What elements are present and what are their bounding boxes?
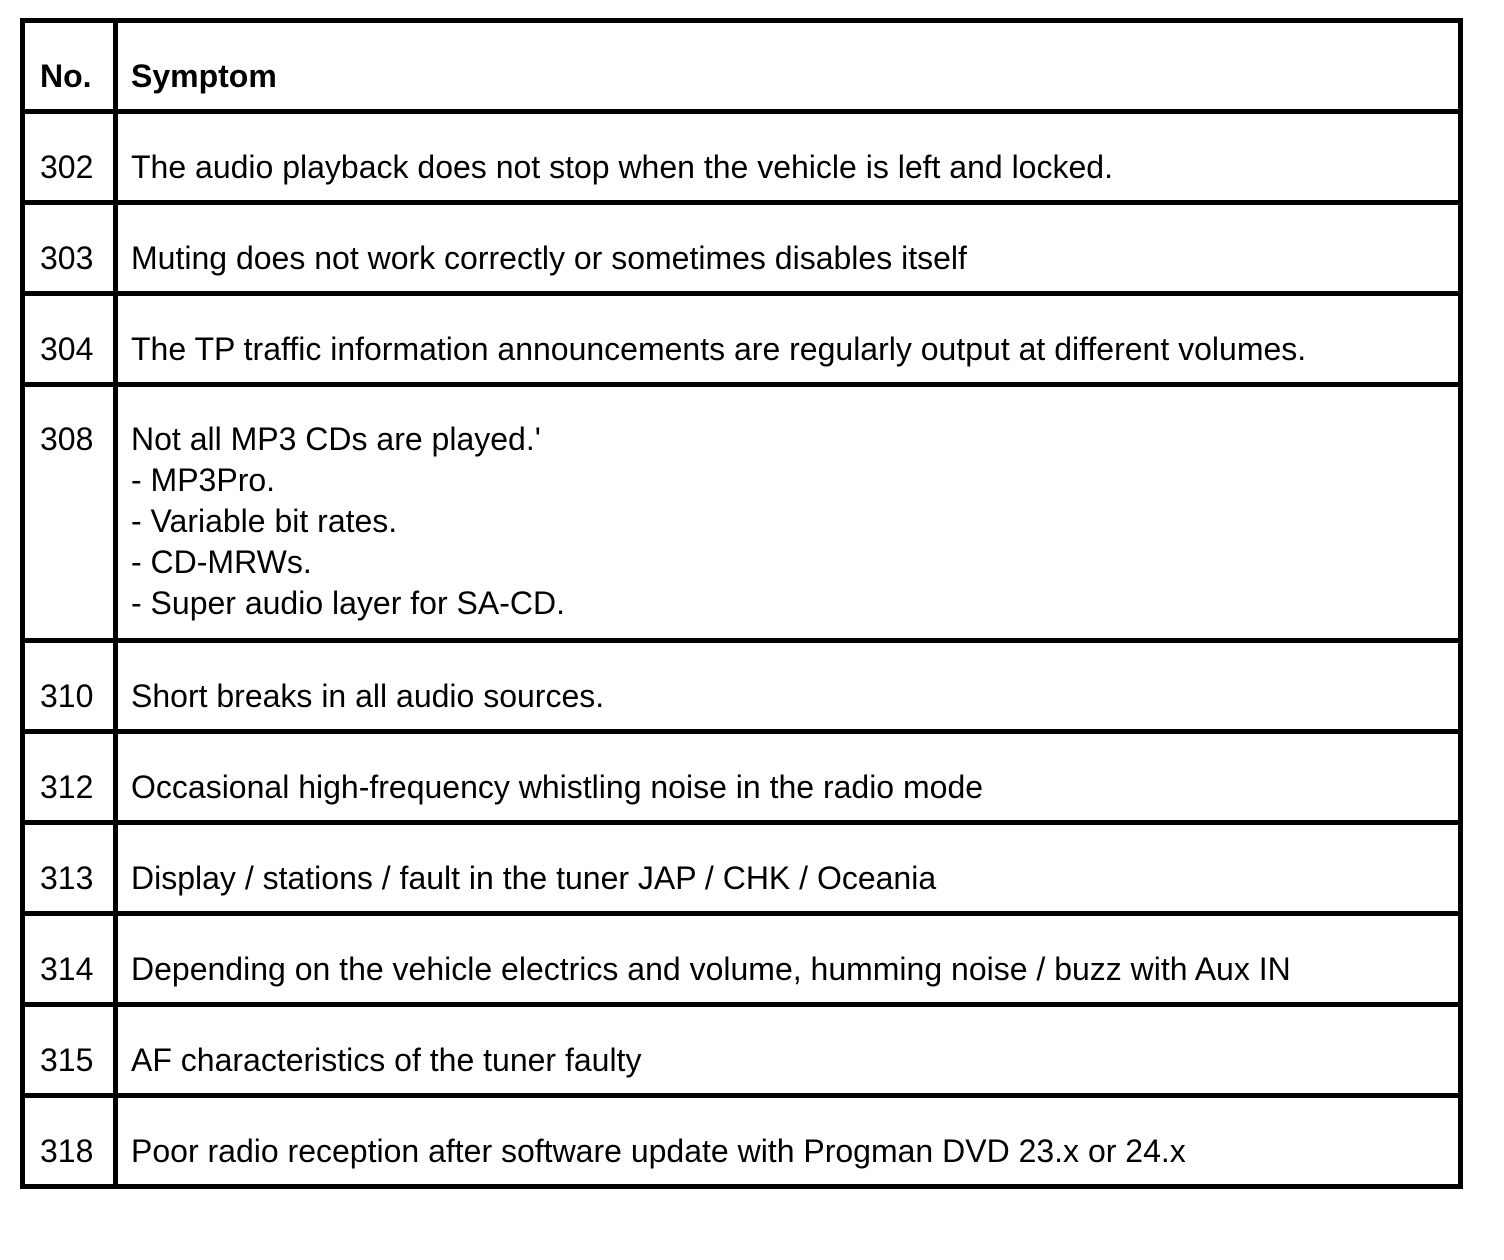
table-header-row bbox=[23, 21, 1461, 112]
symptom-table bbox=[20, 18, 1463, 1189]
row-symptom: Short breaks in all audio sources. bbox=[116, 641, 1461, 732]
row-symptom-sub-item: - Super audio layer for SA-CD. bbox=[131, 585, 565, 621]
table-row bbox=[23, 1005, 1461, 1096]
table-row bbox=[23, 294, 1461, 385]
table-row bbox=[23, 1096, 1461, 1187]
row-symptom: The audio playback does not stop when the vehicle is left and locked. bbox=[116, 112, 1461, 203]
row-symptom: Muting does not work correctly or sometimes disables itself bbox=[116, 203, 1461, 294]
row-number: 315 bbox=[23, 1005, 116, 1096]
row-symptom-sub-item: - Variable bit rates. bbox=[131, 503, 398, 539]
header-no: No. bbox=[23, 21, 116, 112]
table-row bbox=[23, 112, 1461, 203]
table-row bbox=[23, 385, 1461, 641]
row-symptom: Poor radio reception after software update with Progman DVD 23.x or 24.x bbox=[116, 1096, 1461, 1187]
header-symptom: Symptom bbox=[116, 21, 1461, 112]
row-number: 312 bbox=[23, 732, 116, 823]
table-row bbox=[23, 823, 1461, 914]
row-number: 304 bbox=[23, 294, 116, 385]
table-row bbox=[23, 641, 1461, 732]
row-symptom-sub-item: - MP3Pro. bbox=[131, 462, 276, 498]
row-number: 313 bbox=[23, 823, 116, 914]
row-symptom: AF characteristics of the tuner faulty bbox=[116, 1005, 1461, 1096]
row-number: 303 bbox=[23, 203, 116, 294]
row-symptom: The TP traffic information announcements are regularly output at different volumes. bbox=[116, 294, 1461, 385]
row-number: 314 bbox=[23, 914, 116, 1005]
table-row bbox=[23, 203, 1461, 294]
row-symptom: Depending on the vehicle electrics and volume, humming noise / buzz with Aux IN bbox=[116, 914, 1461, 1005]
row-symptom-main: Not all MP3 CDs are played.' bbox=[131, 421, 541, 457]
table-row bbox=[23, 732, 1461, 823]
row-symptom-sub-item: - CD-MRWs. bbox=[131, 544, 312, 580]
row-number: 302 bbox=[23, 112, 116, 203]
row-symptom: Display / stations / fault in the tuner JAP / CHK / Oceania bbox=[116, 823, 1461, 914]
row-number: 310 bbox=[23, 641, 116, 732]
table-row bbox=[23, 914, 1461, 1005]
row-symptom: Occasional high-frequency whistling noise in the radio mode bbox=[116, 732, 1461, 823]
row-number: 308 bbox=[23, 385, 116, 641]
row-symptom-multiline bbox=[116, 385, 1461, 641]
row-number: 318 bbox=[23, 1096, 116, 1187]
